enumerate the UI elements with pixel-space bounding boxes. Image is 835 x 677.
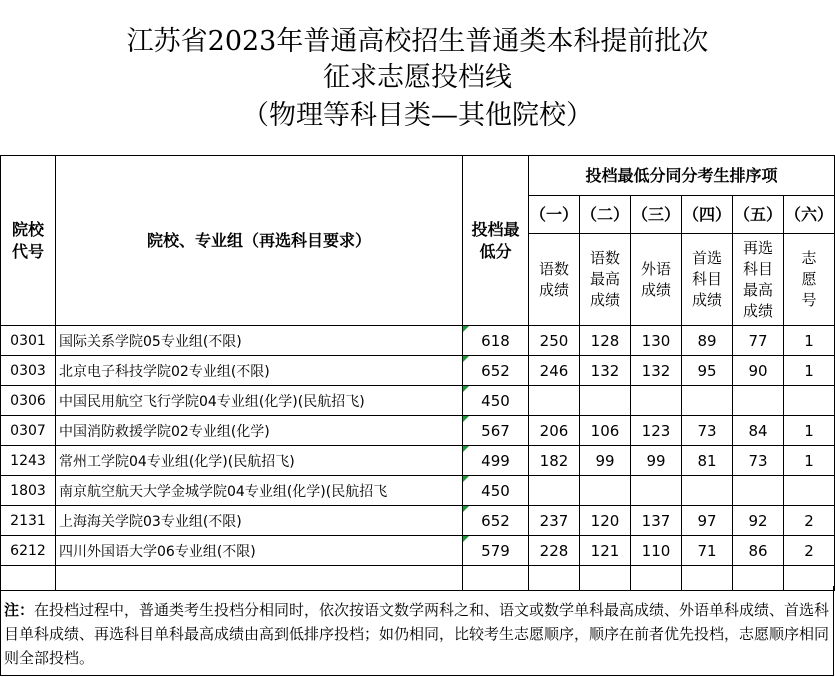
row-code: 6212 (1, 536, 56, 566)
marker-triangle (463, 446, 469, 452)
header-col2-label: 语数最高成绩 (580, 234, 631, 326)
marker-triangle (463, 326, 469, 332)
row-c1: 246 (529, 356, 580, 386)
header-code: 院校代号 (1, 156, 56, 326)
header-col5-num: （五） (733, 196, 784, 234)
row-c1 (529, 386, 580, 416)
row-c6 (784, 476, 835, 506)
row-code: 0306 (1, 386, 56, 416)
row-c4: 81 (682, 446, 733, 476)
footnote-text: 在投档过程中，普通类考生投档分相同时，依次按语文数学两科之和、语文或数学单科最高成绩、外语单科成绩、首选科目单科成绩、再选科目单科最高成绩由高到低排序投档；如仍相同，比较考生志愿顺序，顺序在前者优先投档，志愿顺序相同则全部投档。 (4, 601, 830, 667)
row-c2: 132 (580, 356, 631, 386)
table-row (1, 416, 835, 446)
table-row (1, 476, 835, 506)
row-name: 常州工学院04专业组(化学)(民航招飞) (56, 446, 463, 476)
row-c1: 206 (529, 416, 580, 446)
header-col2-num: （二） (580, 196, 631, 234)
row-c5 (733, 476, 784, 506)
row-name: 中国消防救援学院02专业组(化学) (56, 416, 463, 446)
table-row (1, 446, 835, 476)
table-row (1, 506, 835, 536)
row-c6: 2 (784, 536, 835, 566)
header-col4-num: （四） (682, 196, 733, 234)
row-c4: 97 (682, 506, 733, 536)
row-c3: 137 (631, 506, 682, 536)
footnote (4, 598, 832, 670)
row-c4 (682, 386, 733, 416)
row-c5: 86 (733, 536, 784, 566)
title-line-3: （物理等科目类—其他院校） (242, 100, 593, 131)
header-col5-label: 再选科目最高成绩 (733, 234, 784, 326)
row-code: 0303 (1, 356, 56, 386)
header-col3-label: 外语成绩 (631, 234, 682, 326)
row-c1: 250 (529, 326, 580, 356)
row-c4: 95 (682, 356, 733, 386)
marker-triangle (463, 506, 469, 512)
row-c3: 123 (631, 416, 682, 446)
row-name: 南京航空航天大学金城学院04专业组(化学)(民航招飞 (56, 476, 463, 506)
row-name: 四川外国语大学06专业组(不限) (56, 536, 463, 566)
row-c5 (733, 386, 784, 416)
row-c4 (682, 476, 733, 506)
row-c6: 1 (784, 446, 835, 476)
row-c6: 1 (784, 416, 835, 446)
table-row (1, 356, 835, 386)
admission-score-table (0, 155, 835, 591)
row-c4: 89 (682, 326, 733, 356)
row-code: 0301 (1, 326, 56, 356)
row-min-score: 450 (463, 386, 529, 416)
row-code: 1243 (1, 446, 56, 476)
header-col6-num: （六） (784, 196, 835, 234)
row-c2: 121 (580, 536, 631, 566)
row-c2 (580, 476, 631, 506)
row-c6: 1 (784, 356, 835, 386)
row-name: 北京电子科技学院02专业组(不限) (56, 356, 463, 386)
row-c3 (631, 476, 682, 506)
header-col3-num: （三） (631, 196, 682, 234)
header-tiebreak: 投档最低分同分考生排序项 (529, 156, 835, 196)
row-c4: 71 (682, 536, 733, 566)
row-min-score: 450 (463, 476, 529, 506)
header-min-score: 投档最低分 (463, 156, 529, 326)
footnote-label: 注： (4, 601, 35, 619)
row-c6 (784, 386, 835, 416)
header-col1-label: 语数成绩 (529, 234, 580, 326)
marker-triangle (463, 386, 469, 392)
header-col1-num: （一） (529, 196, 580, 234)
row-c4: 73 (682, 416, 733, 446)
row-c1 (529, 476, 580, 506)
row-code: 1803 (1, 476, 56, 506)
row-min-score: 499 (463, 446, 529, 476)
table-row (1, 326, 835, 356)
row-name: 上海海关学院03专业组(不限) (56, 506, 463, 536)
row-c2: 106 (580, 416, 631, 446)
row-c2 (580, 386, 631, 416)
row-min-score: 652 (463, 506, 529, 536)
marker-triangle (463, 356, 469, 362)
header-col4-label: 首选科目成绩 (682, 234, 733, 326)
row-min-score: 652 (463, 356, 529, 386)
row-c2: 120 (580, 506, 631, 536)
title-line-2: 征求志愿投档线 (323, 62, 512, 93)
row-c6: 1 (784, 326, 835, 356)
marker-triangle (463, 536, 469, 542)
row-c5: 77 (733, 326, 784, 356)
row-c5: 92 (733, 506, 784, 536)
table-row (1, 386, 835, 416)
row-c2: 99 (580, 446, 631, 476)
row-min-score: 618 (463, 326, 529, 356)
row-code: 2131 (1, 506, 56, 536)
row-name: 国际关系学院05专业组(不限) (56, 326, 463, 356)
row-c5: 73 (733, 446, 784, 476)
marker-triangle (463, 476, 469, 482)
marker-triangle (463, 416, 469, 422)
row-c5: 84 (733, 416, 784, 446)
row-c3: 110 (631, 536, 682, 566)
row-c6: 2 (784, 506, 835, 536)
row-c3: 130 (631, 326, 682, 356)
header-name: 院校、专业组（再选科目要求） (56, 156, 463, 326)
title-line-1: 江苏省2023年普通高校招生普通类本科提前批次 (126, 26, 709, 57)
row-name: 中国民用航空飞行学院04专业组(化学)(民航招飞) (56, 386, 463, 416)
row-c2: 128 (580, 326, 631, 356)
row-c5: 90 (733, 356, 784, 386)
header-col6-label: 志愿号 (784, 234, 835, 326)
row-c1: 182 (529, 446, 580, 476)
row-min-score: 579 (463, 536, 529, 566)
row-c1: 228 (529, 536, 580, 566)
row-code: 0307 (1, 416, 56, 446)
row-min-score: 567 (463, 416, 529, 446)
table-row (1, 536, 835, 566)
row-c3: 132 (631, 356, 682, 386)
row-c3: 99 (631, 446, 682, 476)
row-c1: 237 (529, 506, 580, 536)
row-c3 (631, 386, 682, 416)
